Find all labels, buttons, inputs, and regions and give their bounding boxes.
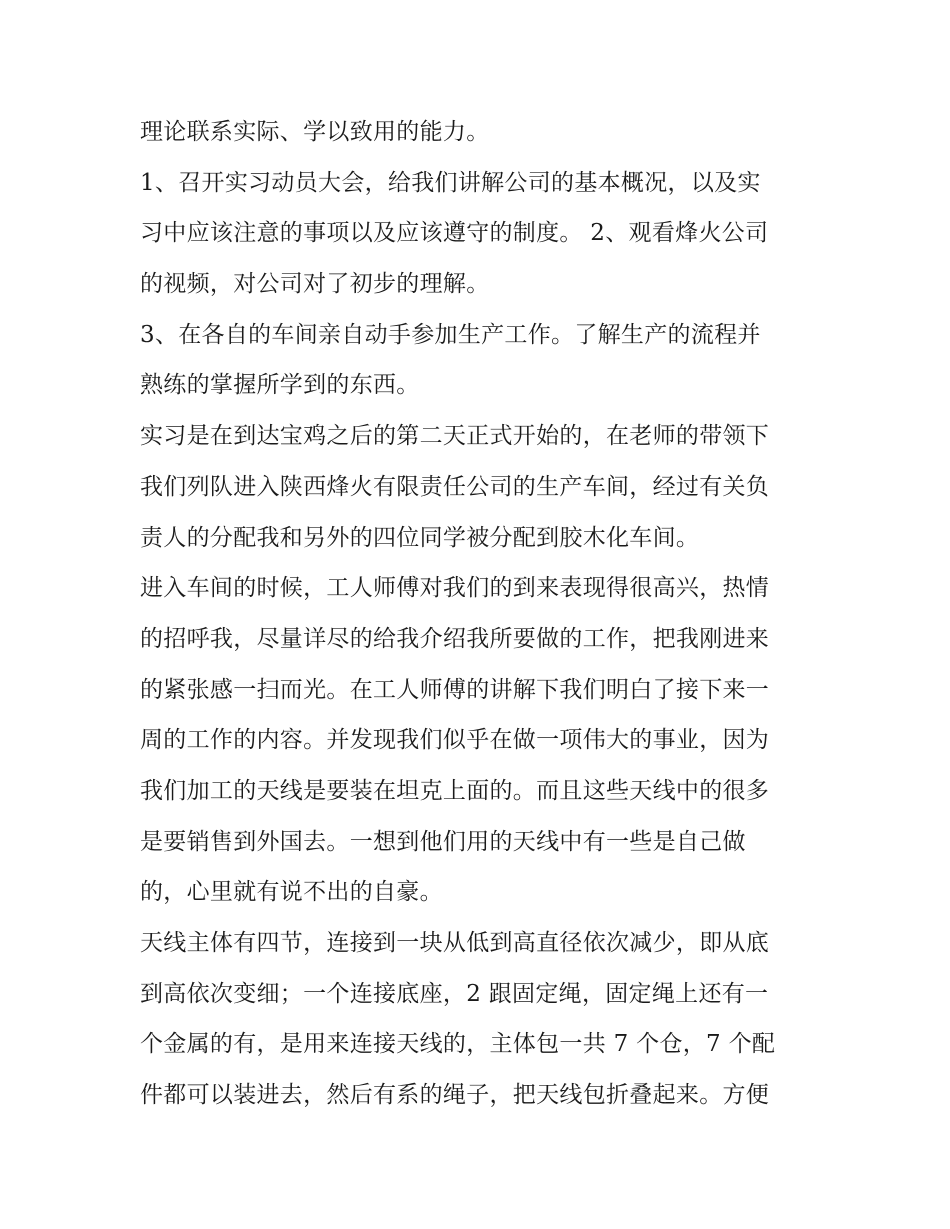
- text-line: 责人的分配我和另外的四位同学被分配到胶木化车间。: [140, 524, 700, 551]
- text-line: 熟练的掌握所学到的东西。: [140, 372, 420, 399]
- text-line: 的紧张感一扫而光。在工人师傅的讲解下我们明白了接下来一: [140, 676, 770, 703]
- text-line: 我们列队进入陕西烽火有限责任公司的生产车间，经过有关负: [140, 473, 770, 500]
- text-line: 的，心里就有说不出的自豪。: [140, 879, 443, 906]
- text-line: 1、召开实习动员大会，给我们讲解公司的基本概况，以及实: [140, 169, 761, 196]
- document-body: [140, 107, 820, 1121]
- text-line: 习中应该注意的事项以及应该遵守的制度。 2、观看烽火公司: [140, 220, 769, 247]
- text-line: 天线主体有四节，连接到一块从低到高直径依次减少，即从底: [140, 930, 770, 956]
- text-line: 到高依次变细；一个连接底座，2 跟固定绳，固定绳上还有一: [140, 980, 769, 1007]
- text-line: 实习是在到达宝鸡之后的第二天正式开始的，在老师的带领下: [140, 423, 770, 450]
- text-line: 3、在各自的车间亲自动手参加生产工作。了解生产的流程并: [140, 321, 761, 348]
- text-line: 理论联系实际、学以致用的能力。: [140, 119, 490, 145]
- text-line: 的视频，对公司对了初步的理解。: [140, 271, 490, 298]
- text-line: 我们加工的天线是要装在坦克上面的。而且这些天线中的很多: [140, 777, 770, 804]
- text-line: 进入车间的时候，工人师傅对我们的到来表现得很高兴，热情: [140, 575, 770, 602]
- text-line: 件都可以装进去，然后有系的绳子，把天线包折叠起来。方便: [140, 1082, 770, 1109]
- text-line: 是要销售到外国去。一想到他们用的天线中有一些是自己做: [140, 828, 746, 855]
- text-line: 的招呼我，尽量详尽的给我介绍我所要做的工作，把我刚进来: [140, 625, 770, 652]
- text-line: 个金属的有，是用来连接天线的，主体包一共 7 个仓，7 个配: [140, 1031, 776, 1058]
- text-line: 周的工作的内容。并发现我们似乎在做一项伟大的事业，因为: [140, 727, 770, 754]
